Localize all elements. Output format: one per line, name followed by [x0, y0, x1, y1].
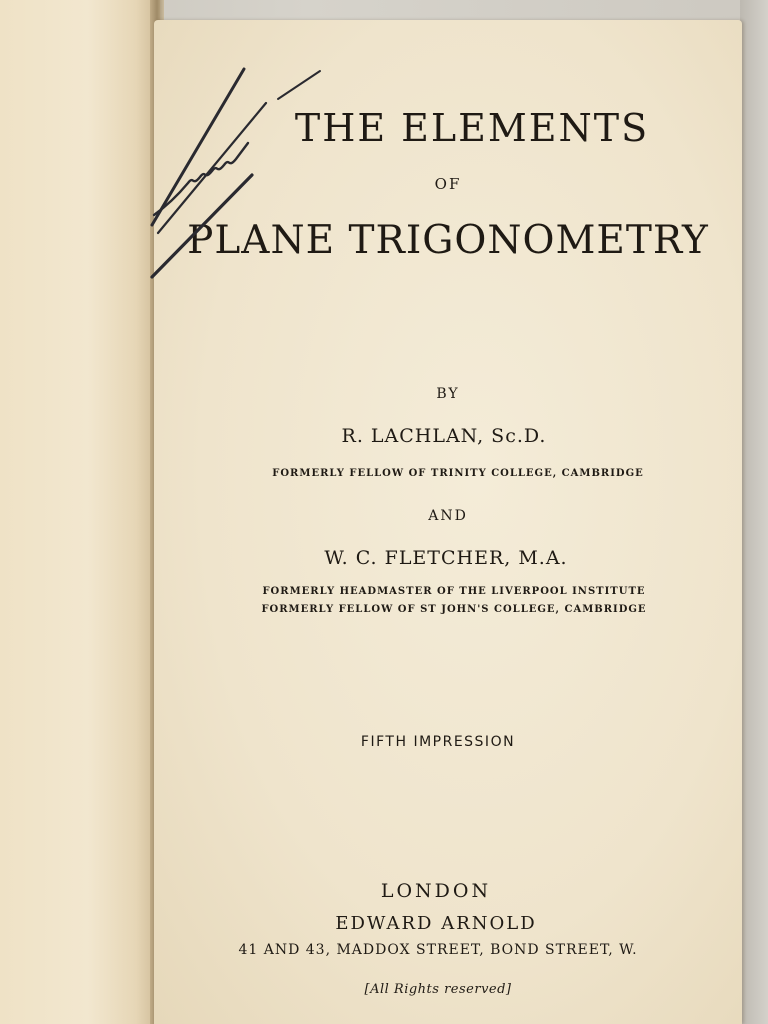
by-label: BY: [436, 386, 460, 402]
author-2-affiliation-1: FORMERLY HEADMASTER OF THE LIVERPOOL INSTITUTE: [262, 586, 646, 597]
author-2-affiliation-2: FORMERLY FELLOW OF ST JOHN'S COLLEGE, CAMBRIDGE: [261, 604, 647, 615]
author-1: R. LACHLAN, Sc.D.: [341, 425, 547, 447]
left-page: [0, 0, 160, 1024]
rights-notice: [All Rights reserved]: [364, 982, 512, 997]
title-of: OF: [434, 175, 462, 193]
author-2: W. C. FLETCHER, M.A.: [324, 547, 568, 569]
title-line-2: PLANE TRIGONOMETRY: [187, 218, 709, 263]
and-label: AND: [428, 508, 468, 524]
title-page: [154, 20, 742, 1024]
title-line-1: THE ELEMENTS: [294, 106, 650, 150]
background-cloth: [740, 0, 768, 1024]
publisher-name: EDWARD ARNOLD: [335, 913, 537, 934]
publisher-address: 41 AND 43, MADDOX STREET, BOND STREET, W.: [238, 942, 638, 958]
author-1-affiliation: FORMERLY FELLOW OF TRINITY COLLEGE, CAMBRIDGE: [272, 468, 644, 479]
publisher-city: LONDON: [380, 880, 492, 902]
impression-label: FIFTH IMPRESSION: [360, 734, 516, 750]
